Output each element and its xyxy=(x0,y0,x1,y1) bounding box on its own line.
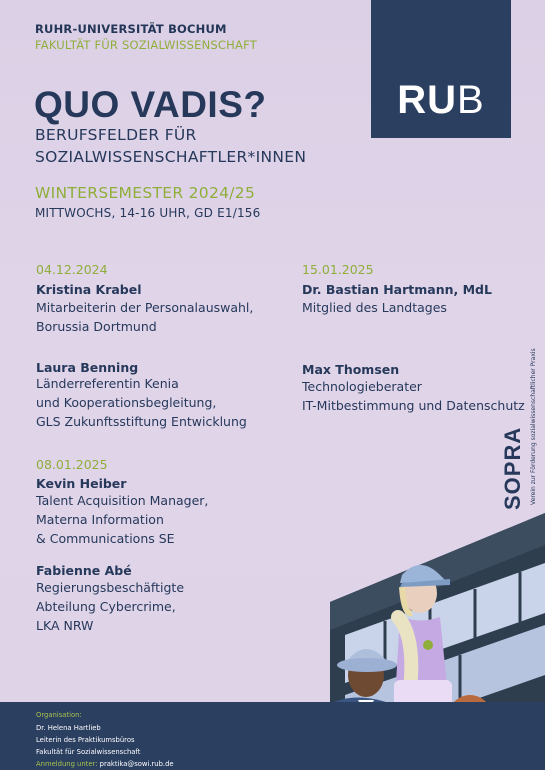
speaker-name: Kevin Heiber xyxy=(36,476,127,491)
speaker-role-line: Länderreferentin Kenia xyxy=(36,376,179,391)
registration-email[interactable]: praktika@sowi.rub.de xyxy=(99,760,174,768)
organizer-role: Leiterin des Praktikumsbüros xyxy=(36,736,135,744)
speaker-role-line: GLS Zukunftsstiftung Entwicklung xyxy=(36,414,247,429)
speaker-role xyxy=(36,374,247,431)
session-date: 08.01.2025 xyxy=(36,457,108,472)
footer-bar xyxy=(0,702,545,770)
event-title: QUO VADIS? xyxy=(34,84,267,125)
registration-label: Anmeldung unter: xyxy=(36,760,98,768)
university-name: RUHR-UNIVERSITÄT BOCHUM xyxy=(35,22,227,36)
speaker-role xyxy=(302,377,525,415)
faculty-name: FAKULTÄT FÜR SOZIALWISSENSCHAFT xyxy=(35,38,257,52)
speaker-role-line: LKA NRW xyxy=(36,618,94,633)
sopra-tagline: Verein zur Förderung sozialwissenschaftlicher Praxis xyxy=(530,348,537,505)
semester-label: WINTERSEMESTER 2024/25 xyxy=(35,184,256,202)
speaker-name: Laura Benning xyxy=(36,360,139,375)
speaker-role-line: Mitglied des Landtages xyxy=(302,300,447,315)
organizer-name: Dr. Helena Hartlieb xyxy=(36,724,101,732)
speaker-name: Max Thomsen xyxy=(302,362,400,377)
speaker-role-line: und Kooperationsbegleitung, xyxy=(36,395,217,410)
speaker-name: Fabienne Abé xyxy=(36,563,132,578)
sopra-logo: SOPRA xyxy=(500,426,525,510)
event-subtitle-line-2: SOZIALWISSENSCHAFTLER*INNEN xyxy=(35,148,307,166)
organizer-faculty: Fakultät für Sozialwissenschaft xyxy=(36,748,141,756)
rub-logo xyxy=(371,0,511,138)
logo-light-letter: B xyxy=(457,78,485,122)
speaker-role-line: Abteilung Cybercrime, xyxy=(36,599,176,614)
speaker-role xyxy=(36,491,208,548)
logo-bold-letters: RU xyxy=(397,78,458,122)
speaker-role-line: Talent Acquisition Manager, xyxy=(36,493,209,508)
registration-line xyxy=(36,760,174,768)
speaker-name: Dr. Bastian Hartmann, MdL xyxy=(302,282,492,297)
speaker-name: Kristina Krabel xyxy=(36,282,142,297)
speaker-role xyxy=(36,298,253,336)
speaker-role-line: Technologieberater xyxy=(302,379,422,394)
event-subtitle-line-1: BERUFSFELDER FÜR xyxy=(35,126,197,144)
speaker-role-line: Regierungsbeschäftigte xyxy=(36,580,185,595)
speaker-role-line: IT-Mitbestimmung und Datenschutz xyxy=(302,398,525,413)
session-date: 04.12.2024 xyxy=(36,262,108,277)
speaker-role-line: Borussia Dortmund xyxy=(36,319,157,334)
schedule-label: MITTWOCHS, 14-16 UHR, GD E1/156 xyxy=(35,206,261,220)
organisation-label: Organisation: xyxy=(36,711,82,719)
speaker-role xyxy=(36,578,184,635)
logo-wordmark xyxy=(371,78,511,123)
speaker-role-line: Mitarbeiterin der Personalauswahl, xyxy=(36,300,254,315)
speaker-role-line: Materna Information xyxy=(36,512,164,527)
speaker-role xyxy=(302,298,447,317)
speaker-role-line: & Communications SE xyxy=(36,531,175,546)
session-date: 15.01.2025 xyxy=(302,262,374,277)
